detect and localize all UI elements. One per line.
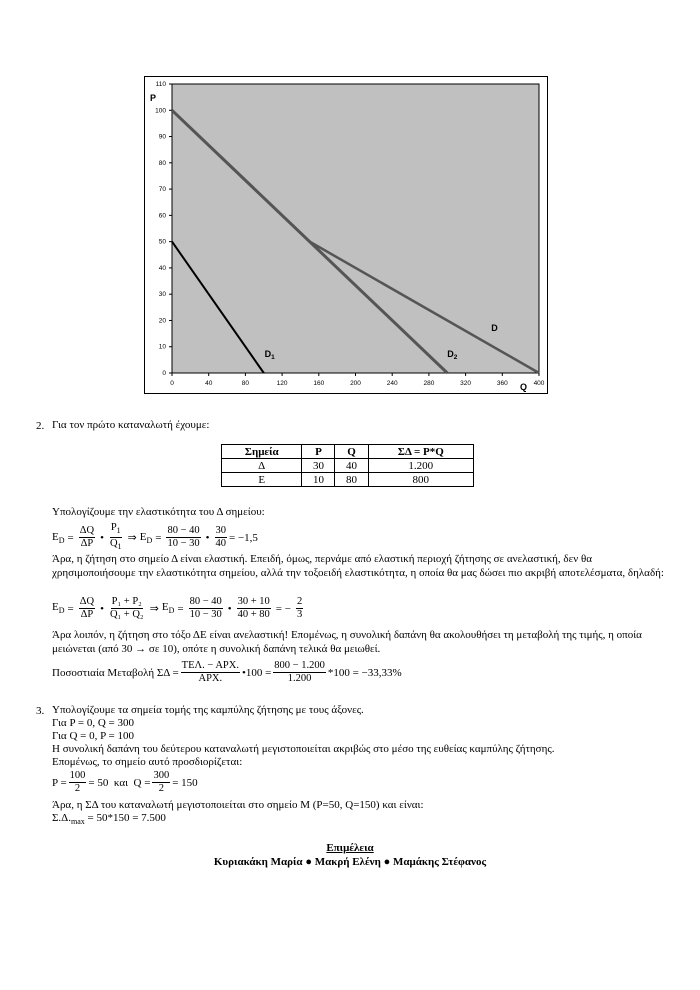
f2-frac4: $\frac{30 + 10}{40 + 80}$ [237,596,270,620]
x-tick-label: 320 [460,380,472,387]
f3-frac1: $\frac{\text{ΤΕΛ. − ΑΡΧ.}}{\text{ΑΡΧ.}}$ [181,660,239,684]
f4-q-res: = 150 [172,776,198,789]
x-tick-label: 240 [386,380,398,387]
f1-result: = −1,5 [229,531,258,544]
plot-background [172,84,539,373]
f1-frac1: $\frac{\Delta Q}{\Delta P}$ [79,525,95,550]
y-tick-label: 110 [155,81,166,88]
y-tick-label: 0 [162,370,166,377]
table-cell: 1.200 [368,459,473,473]
x-tick-label: 40 [205,380,213,387]
section3-line3: Για Q = 0, P = 100 [52,730,135,742]
x-tick-label: 160 [313,380,325,387]
f2-result: $\frac{2}{3}$ [296,596,303,620]
f1-frac4: $\frac{30}{40}$ [215,525,227,550]
y-tick-label: 40 [158,264,166,272]
section3-line7: $\Sigma.\Delta._{max} = 50*150 = 7.500$ [52,812,166,827]
x-tick-label: 360 [496,380,508,387]
f4-p-res: = 50 και Q = [88,776,151,789]
f4-p-lhs: P = [52,776,67,789]
section3-line1: Υπολογίζουμε τα σημεία τομής της καμπύλης ζήτησης με τους άξονες. [52,704,364,716]
elasticity-intro: Υπολογίζουμε την ελαστικότητα του Δ σημείου: [52,506,265,518]
section3-line2: Για P = 0, Q = 300 [52,717,135,729]
x-tick-label: 80 [241,380,250,387]
table-cell: Ε [222,473,302,487]
formula-point-elasticity: $E_D$ = $\frac{\Delta Q}{\Delta P}$ • $\frac{P_1}{Q_1}$ ⇒ $E_D$ = $\frac{80 - 40}{10 - 30}$ • $\frac{30}{40}$ = −1,5 [52,522,258,552]
f2-frac1: $\frac{\Delta Q}{\Delta P}$ [79,596,95,620]
section3-line6: Άρα, η ΣΔ του καταναλωτή μεγιστοποιείται στο σημείο Μ (P=50, Q=150) και είναι: [52,799,424,811]
credits-title: Επιμέλεια [326,842,374,854]
x-tick-label: 0 [170,380,174,387]
y-tick-label: 50 [158,238,166,246]
y-tick-label: 60 [158,212,166,220]
formula-midpoint [52,770,198,795]
section3-line5: Επομένως, το σημείο αυτό προσδιορίζεται: [52,756,243,768]
points-table [221,444,474,487]
table-header: P [302,445,335,459]
f1-frac2: $\frac{P_1}{Q_1}$ [109,522,122,552]
demand-chart [144,76,548,394]
y-tick-label: 10 [158,343,166,351]
formula-arc-elasticity: $E_D$ = $\frac{\Delta Q}{\Delta P}$ • $\frac{\text{P₁ + P₂}}{\text{Q₁ + Q₂}}$ ⇒ $E_D$ = $\frac{80 - 40}{10 - 30}$ • $\frac{30 + 10}{40 + 80}$ = − $\frac{2}{3}$ [52,596,303,620]
plot-area [150,81,545,392]
paragraph-inelastic: Άρα λοιπόν, η ζήτηση στο τόξο ΔΕ είναι ανελαστική! Επομένως, η συνολική δαπάνη θα ακολουθήσει τη μεταβολή της τιμής, η οποία μειώνεται (από 30 → σε 10), οπότε η συνολική δαπάνη τελικά θα μειωθεί. [52,629,642,655]
y-tick-label: 20 [158,317,166,325]
table-header: Σημεία [222,445,302,459]
x-tick-label: 200 [350,380,361,387]
f1-frac3: $\frac{80 - 40}{10 - 30}$ [167,525,200,550]
x-tick-label: 280 [423,380,435,387]
f3-result: *100 = −33,33% [327,666,402,679]
table-header: Q [335,445,368,459]
table-header: ΣΔ = P*Q [368,445,473,459]
series-label-D2: $D_2$ [447,349,458,362]
f4-q-frac: $\frac{300}{2}$ [153,770,170,794]
x-axis-label: Q [520,382,528,392]
f2-frac2: $\frac{\text{P₁ + P₂}}{\text{Q₁ + Q₂}}$ [109,596,144,620]
table-cell: 40 [335,459,368,473]
credits-names: Κυριακάκη Μαρία ● Μακρή Ελένη ● Μαμάκης Στέφανος [213,856,487,868]
y-tick-label: 90 [158,133,166,141]
f3-label: Ποσοστιαία Μεταβολή ΣΔ = [52,666,179,679]
table-cell: Δ [222,459,302,473]
f3-mid: •100 = [241,666,272,679]
f2-frac3: $\frac{80 - 40}{10 - 30}$ [189,596,222,620]
x-tick-label: 400 [533,380,545,387]
f3-frac2: $\frac{800 - 1.200}{1.200}$ [274,660,325,684]
y-tick-label: 30 [158,291,166,299]
table-header-row [222,445,474,459]
y-axis-label: P [150,93,157,103]
table-cell: 10 [302,473,335,487]
table-row [222,473,474,487]
series-label-D: D [491,322,498,333]
y-tick-label: 100 [155,107,166,115]
y-tick-label: 70 [158,186,166,194]
series-label-D1: $D_1$ [264,349,275,362]
x-tick-label: 120 [276,380,288,387]
y-tick-label: 80 [158,159,166,167]
section2-heading: Για τον πρώτο καταναλωτή έχουμε: [52,419,210,431]
section3-line4: Η συνολική δαπάνη του δεύτερου καταναλωτή μεγιστοποιείται ακριβώς στο μέσο της ευθείας καμπύλης ζήτησης. [52,743,555,755]
table-cell: 800 [368,473,473,487]
section-number-2: 2. [36,420,45,432]
table-row [222,459,474,473]
formula-percent-change [52,660,402,685]
f4-p-frac: $\frac{100}{2}$ [69,770,86,794]
section-number-3: 3. [36,705,45,717]
f1-lhs: $E_D$ [52,530,65,545]
table-cell: 80 [335,473,368,487]
table-cell: 30 [302,459,335,473]
paragraph-arc-elasticity: Άρα, η ζήτηση στο σημείο Δ είναι ελαστική. Επειδή, όμως, περνάμε από ελαστική περιοχή ζήτησης σε ανελαστική, δεν θα χρησιμοποιήσουμε την ελαστικότητα σημείου, αλλά την τοξοειδή ελαστικότητα, η οποία θα μας δώσει πιο ακριβή αποτελέσματα, δηλαδή: [52,553,664,579]
